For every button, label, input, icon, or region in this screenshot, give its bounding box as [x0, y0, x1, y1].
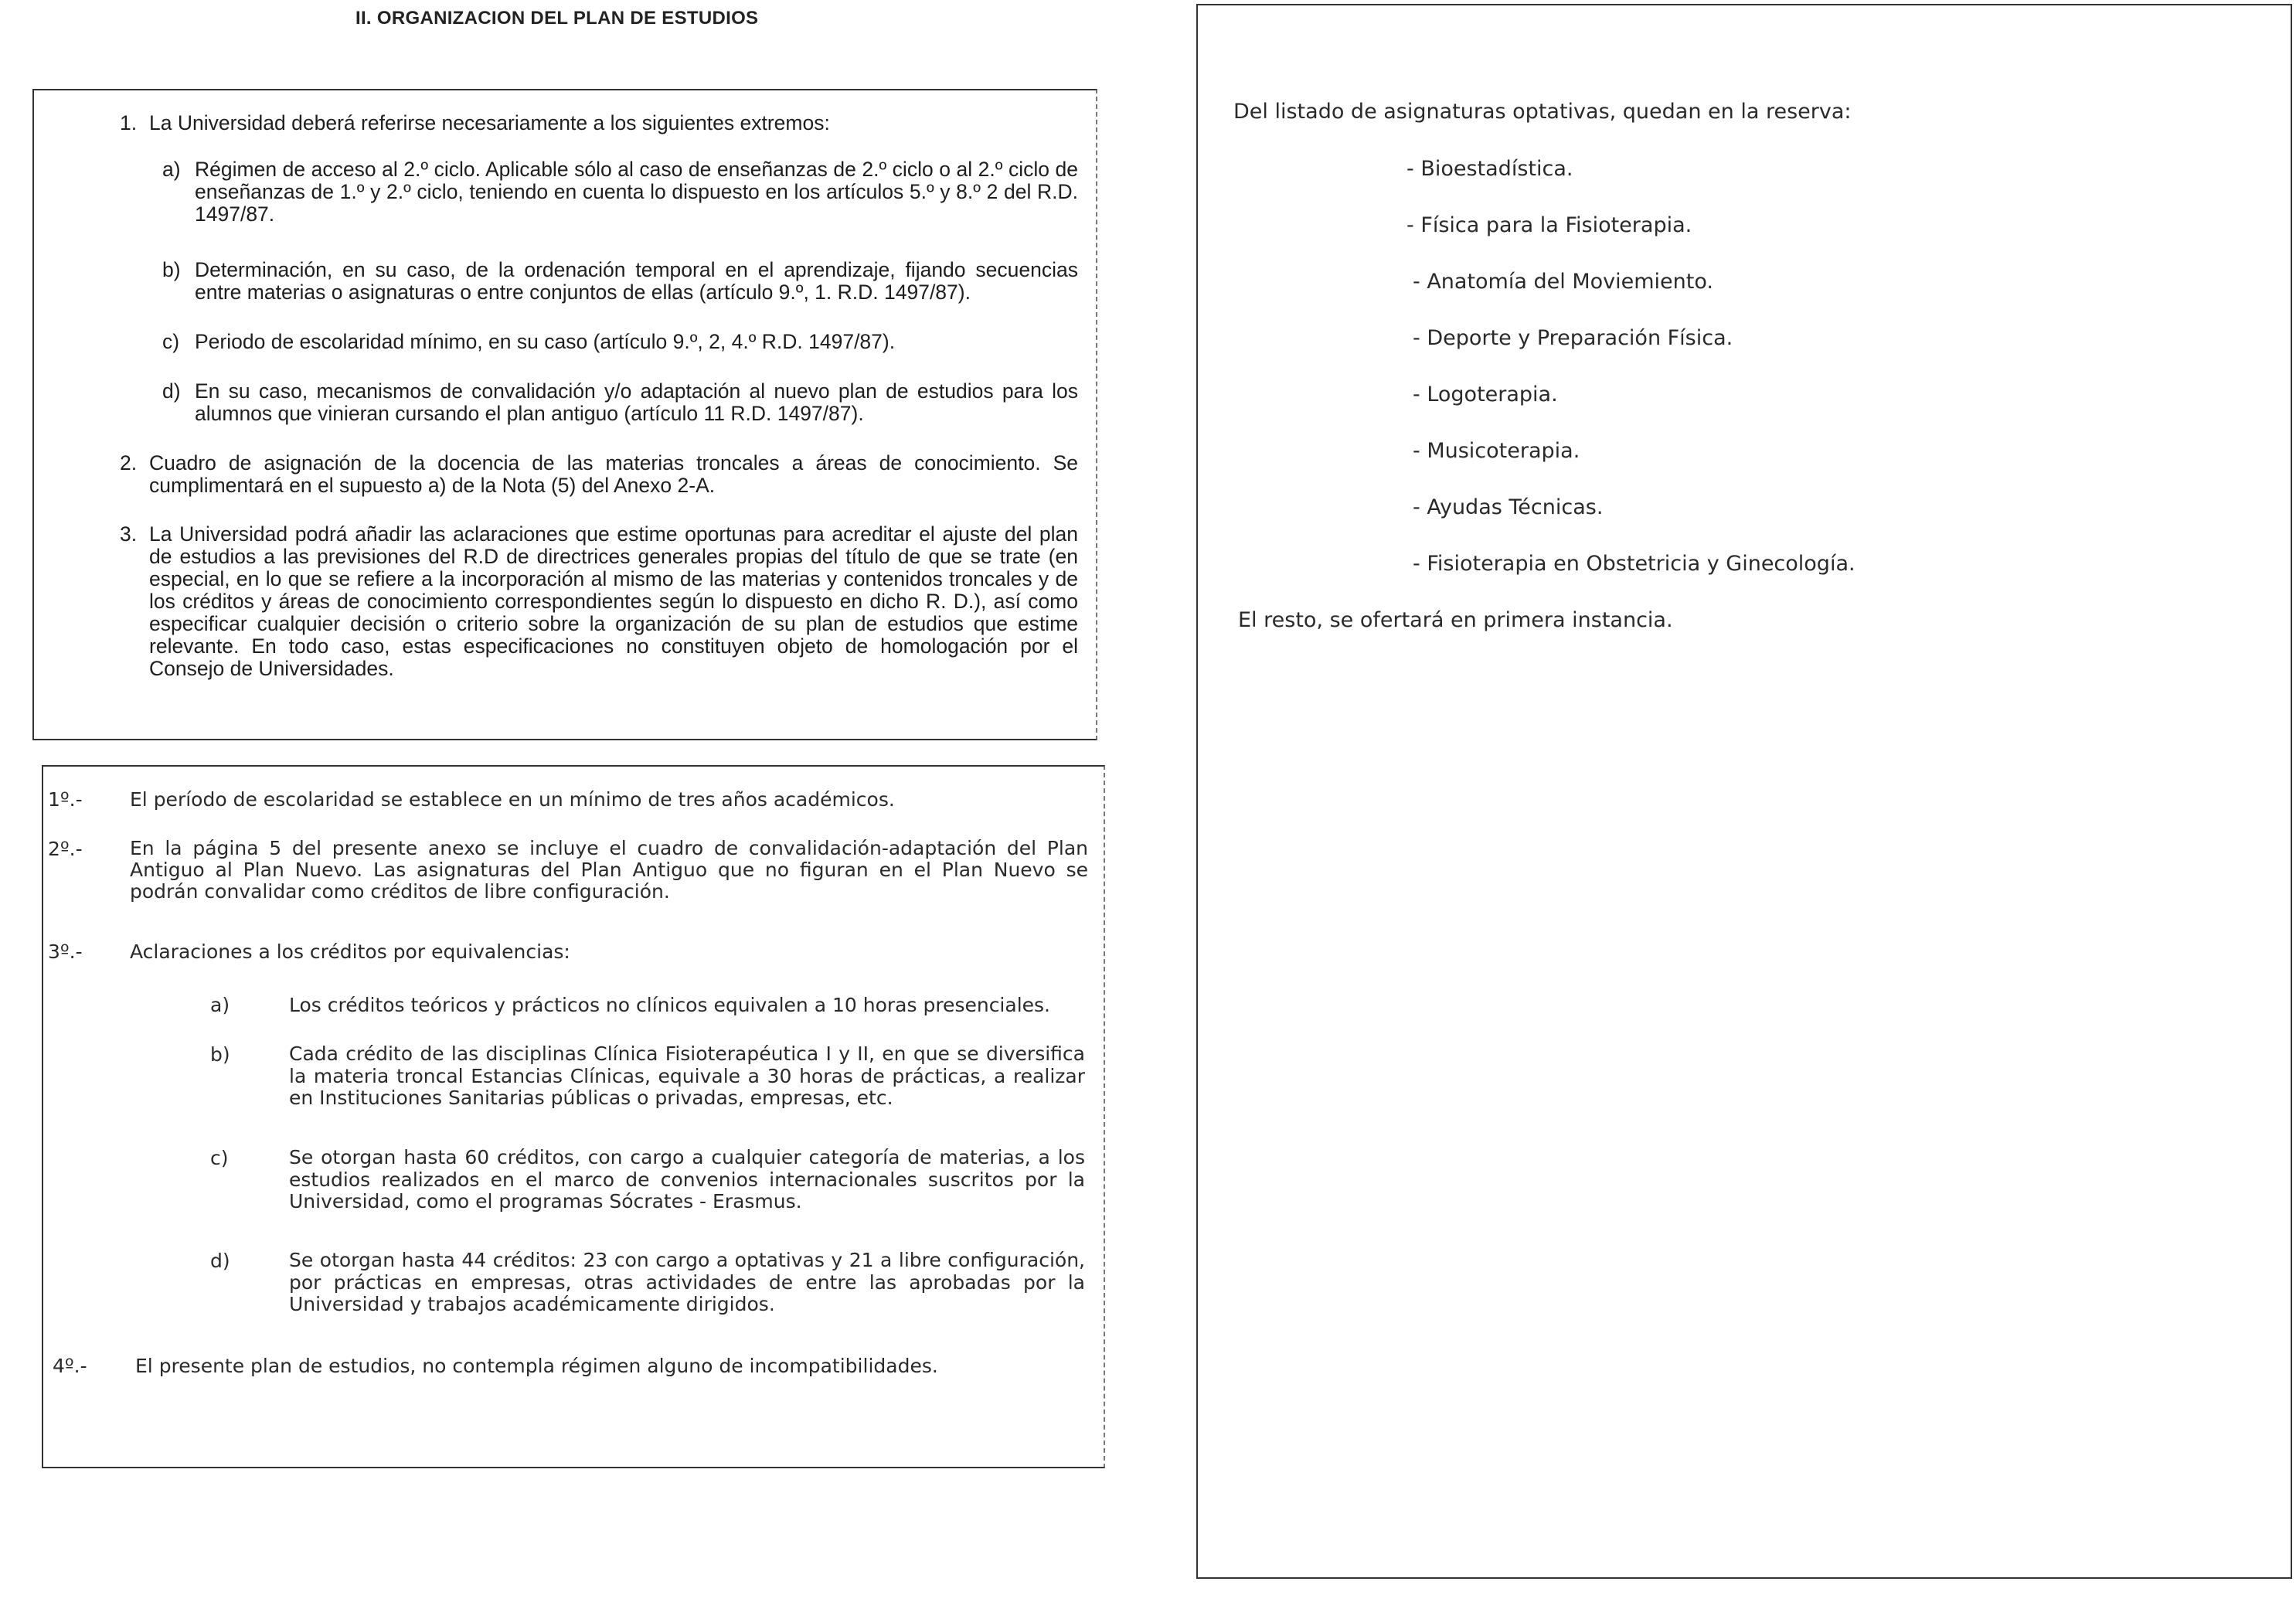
item-text: La Universidad podrá añadir las aclaraciones que estime oportunas para acreditar el ajuste del plan de estudios a las previsiones del R.D de directrices generales propias del título de que se trate (en especial, en lo que se refiere a la incorporación al mismo de las materias y contenidos troncales y de los créditos y áreas de conocimiento correspondientes según lo dispuesto en dicho R. D.), así como especificar cualquier decisión o criterio sobre la organización de su plan de estudios que estime relevante. En todo caso, estas especificaciones no constituyen objeto de homologación por el Consejo de Universidades. [149, 522, 1078, 680]
reserve-intro: Del listado de asignaturas optativas, quedan en la reserva: [1233, 100, 1852, 124]
reserve-item: - Física para la Fisioterapia. [1407, 213, 1692, 237]
reserve-item: - Logoterapia. [1413, 383, 1558, 406]
instruction-subitem-d [162, 380, 1078, 425]
note-2-text: En la página 5 del presente anexo se incluye el cuadro de convalidación-adaptación del Plan Antiguo al Plan Nuevo. Las asignaturas del Plan Antiguo que no figuran en el Plan Nuevo se podrán convalidar como créditos de libre configuración. [130, 837, 1088, 903]
note-3-subitem-b-letter: b) [210, 1043, 230, 1066]
subitem-text: Periodo de escolaridad mínimo, en su caso (artículo 9.º, 2, 4.º R.D. 1497/87). [195, 330, 896, 353]
note-1-text: El período de escolaridad se establece en un mínimo de tres años académicos. [130, 788, 895, 811]
note-3-subitem-a-text: Los créditos teóricos y prácticos no clínicos equivalen a 10 horas presenciales. [289, 994, 1050, 1016]
note-3-subitem-d-letter: d) [210, 1250, 230, 1272]
note-4-number: 4º.- [53, 1355, 87, 1377]
item-number: 3. [120, 522, 138, 546]
note-3-text: Aclaraciones a los créditos por equivalencias: [130, 940, 570, 963]
reserve-box [1196, 4, 2292, 1579]
note-3-subitem-b-text: Cada crédito de las disciplinas Clínica Fisioterapéutica I y II, en que se diversifica la materia troncal Estancias Clínicas, equivale a 30 horas de prácticas, a realizar en Instituciones Sanitarias públicas o privadas, empresas, etc. [289, 1042, 1085, 1109]
reserve-outro: El resto, se ofertará en primera instancia. [1238, 608, 1673, 632]
subitem-text: En su caso, mecanismos de convalidación y/o adaptación al nuevo plan de estudios para los alumnos que vinieran cursando el plan antiguo (artículo 11 R.D. 1497/87). [195, 379, 1078, 425]
item-number: 1. [120, 111, 138, 134]
note-4-text: El presente plan de estudios, no contempla régimen alguno de incompatibilidades. [135, 1355, 938, 1377]
instruction-item-3 [120, 523, 1078, 680]
note-3-subitem-c-letter: c) [210, 1147, 229, 1169]
note-3-subitem-c-text: Se otorgan hasta 60 créditos, con cargo a cualquier categoría de materias, a los estudios realizados en el marco de convenios internacionales suscritos por la Universidad, como el programas Sócrates - Erasmus. [289, 1146, 1085, 1213]
reserve-item: - Anatomía del Moviemiento. [1413, 270, 1713, 294]
page-title: II. ORGANIZACION DEL PLAN DE ESTUDIOS [355, 8, 759, 29]
note-2-number: 2º.- [48, 838, 83, 860]
reserve-item: - Ayudas Técnicas. [1413, 495, 1604, 519]
item-text: Cuadro de asignación de la docencia de las materias troncales a áreas de conocimiento. Se cumplimentará en el supuesto a) de la Nota (5) del Anexo 2-A. [149, 451, 1078, 497]
note-1-number: 1º.- [48, 788, 83, 811]
subitem-text: Determinación, en su caso, de la ordenación temporal en el aprendizaje, fijando secuencias entre materias o asignaturas o entre conjuntos de ellas (artículo 9.º, 1. R.D. 1497/87). [195, 258, 1078, 304]
subitem-letter: a) [162, 158, 181, 181]
item-text: La Universidad deberá referirse necesariamente a los siguientes extremos: [149, 111, 830, 134]
instruction-item-1 [120, 112, 1078, 134]
reserve-item: - Bioestadística. [1407, 157, 1573, 181]
instruction-subitem-a [162, 158, 1078, 226]
subitem-letter: b) [162, 258, 181, 281]
instruction-item-2 [120, 452, 1078, 497]
reserve-item: - Musicoterapia. [1413, 439, 1580, 463]
instruction-subitem-c [162, 331, 1078, 353]
subitem-text: Régimen de acceso al 2.º ciclo. Aplicable sólo al caso de enseñanzas de 2.º ciclo o al 2.º ciclo de enseñanzas de 1.º y 2.º ciclo, teniendo en cuenta lo dispuesto en los artículos 5.º y 8.º 2 del R.D. 1497/87. [195, 158, 1078, 226]
reserve-item: - Fisioterapia en Obstetricia y Ginecología. [1413, 552, 1856, 576]
reserve-item: - Deporte y Preparación Física. [1413, 326, 1733, 350]
subitem-letter: d) [162, 379, 181, 403]
subitem-letter: c) [162, 330, 180, 353]
item-number: 2. [120, 451, 138, 474]
note-3-number: 3º.- [48, 940, 83, 963]
note-3-subitem-d-text: Se otorgan hasta 44 créditos: 23 con cargo a optativas y 21 a libre configuración, por prácticas en empresas, otras actividades de entre las aprobadas por la Universidad y trabajos académicamente dirigidos. [289, 1249, 1085, 1315]
instruction-subitem-b [162, 259, 1078, 304]
note-3-subitem-a-letter: a) [210, 994, 230, 1016]
